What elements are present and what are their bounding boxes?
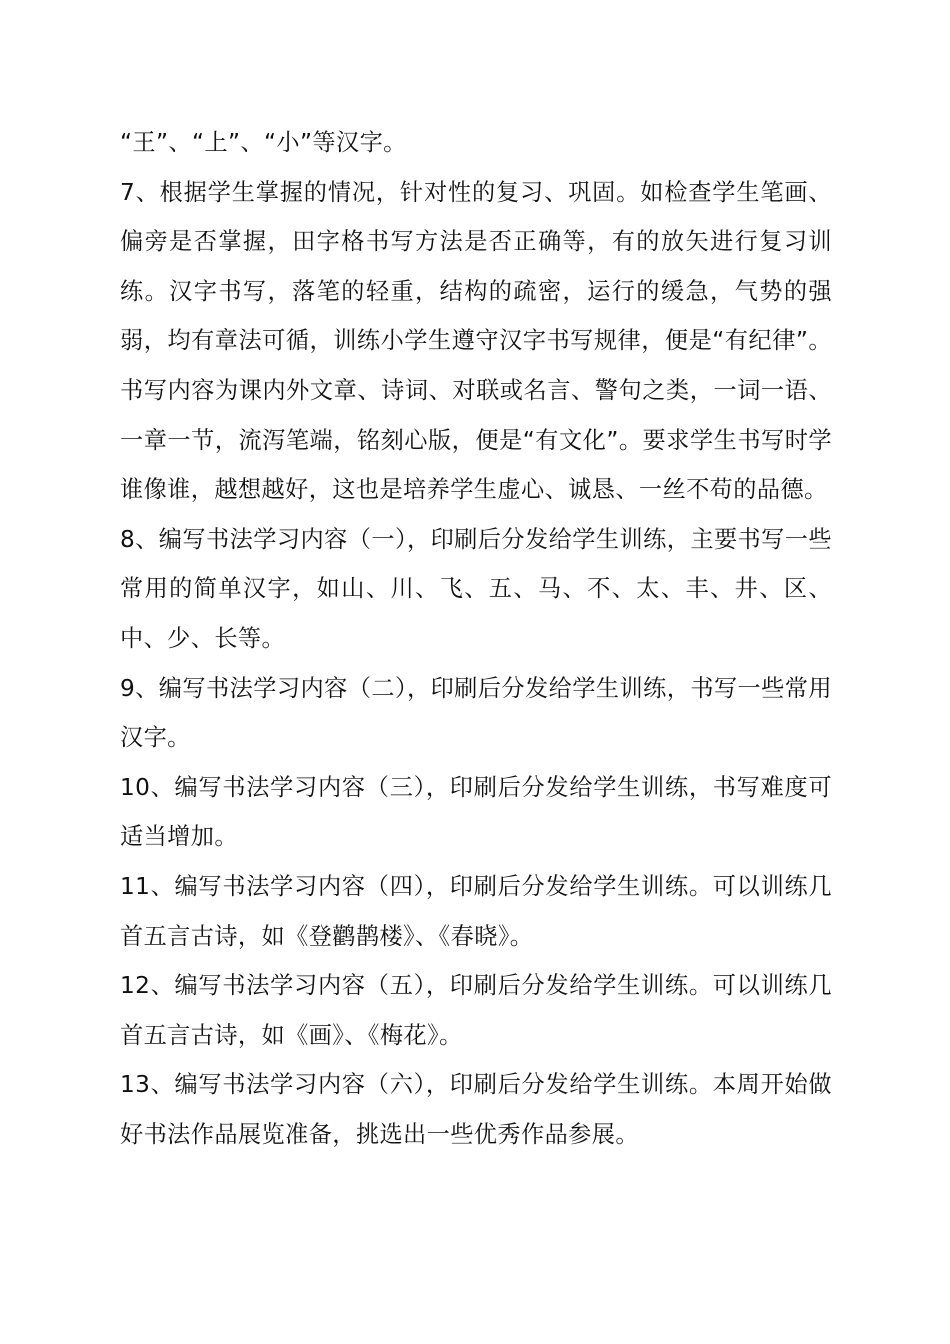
document-body bbox=[120, 118, 832, 1159]
paragraph-item-7: 7、根据学生掌握的情况，针对性的复习、巩固。如检查学生笔画、偏旁是否掌握，田字格书写方法是否正确等，有的放矢进行复习训练。汉字书写，落笔的轻重，结构的疏密，运行的缓急，气势的强弱，均有章法可循，训练小学生遵守汉字书写规律，便是“有纪律”。书写内容为课内外文章、诗词、对联或名言、警句之类，一词一语、一章一节，流泻笔端，铭刻心版，便是“有文化”。要求学生书写时学谁像谁，越想越好，这也是培养学生虚心、诚恳、一丝不苟的品德。 bbox=[120, 178, 832, 504]
paragraph-continuation: “王”、“上”、“小”等汉字。 bbox=[120, 129, 407, 156]
paragraph-item-13: 13、编写书法学习内容（六），印刷后分发给学生训练。本周开始做好书法作品展览准备，挑选出一些优秀作品参展。 bbox=[120, 1071, 832, 1148]
paragraph-item-9: 9、编写书法学习内容（二），印刷后分发给学生训练，书写一些常用汉字。 bbox=[120, 674, 832, 752]
paragraph-item-8: 8、编写书法学习内容（一），印刷后分发给学生训练，主要书写一些常用的简单汉字，如山、川、飞、五、马、不、太、丰、井、区、中、少、长等。 bbox=[120, 525, 832, 652]
paragraph-item-12: 12、编写书法学习内容（五），印刷后分发给学生训练。可以训练几首五言古诗，如《画》、《梅花》。 bbox=[120, 972, 832, 1049]
paragraph-item-10: 10、编写书法学习内容（三），印刷后分发给学生训练，书写难度可适当增加。 bbox=[120, 773, 832, 851]
paragraph-item-11: 11、编写书法学习内容（四），印刷后分发给学生训练。可以训练几首五言古诗，如《登鹳鹊楼》、《春晓》。 bbox=[120, 872, 832, 950]
